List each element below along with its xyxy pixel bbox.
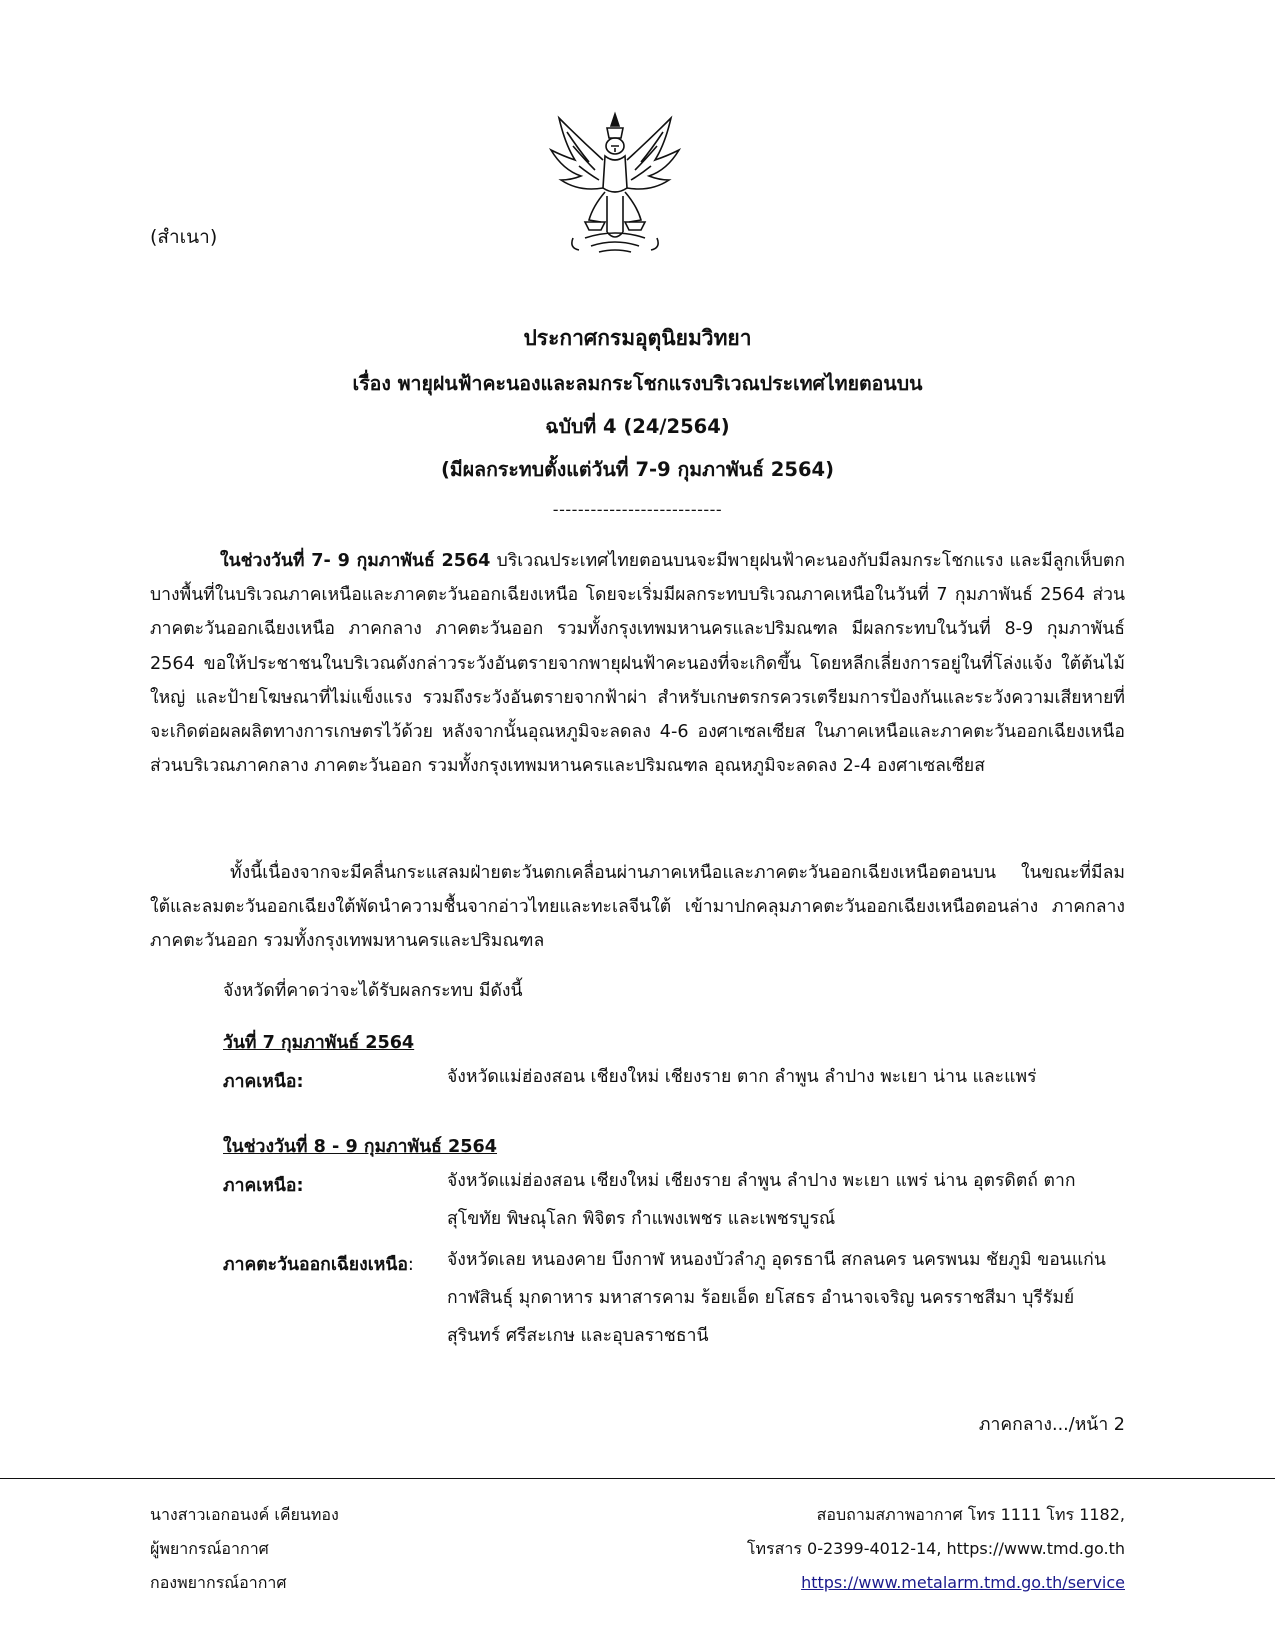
announcement-subject: เรื่อง พายุฝนฟ้าคะนองและลมกระโชกแรงบริเวณประเทศไทยตอนบน	[352, 372, 923, 395]
region-label	[223, 1067, 304, 1095]
author-name: นางสาวเอกอนงค์ เคียนทอง	[150, 1505, 339, 1524]
region-provinces: จังหวัดแม่ฮ่องสอน เชียงใหม่ เชียงราย ลำพูน ลำปาง พะเยา แพร่ น่าน อุตรดิตถ์ ตาก สุโขทัย พิษณุโลก พิจิตร กำแพงเพชร และเพชรบูรณ์	[447, 1171, 1076, 1229]
footer-contact-block	[747, 1498, 1125, 1600]
footer-divider	[0, 1478, 1275, 1479]
region-label-text: ภาคเหนือ	[223, 1176, 297, 1196]
metalarm-service-link[interactable]: https://www.metalarm.tmd.go.th/service	[801, 1573, 1125, 1592]
region-provinces: จังหวัดแม่ฮ่องสอน เชียงใหม่ เชียงราย ตาก ลำพูน ลำปาง พะเยา น่าน และแพร่	[447, 1067, 1037, 1087]
region-label	[223, 1171, 304, 1199]
region-label-text: ภาคตะวันออกเฉียงเหนือ	[223, 1255, 408, 1275]
copy-mark: (สำเนา)	[150, 226, 218, 248]
region-label-colon: :	[296, 1176, 304, 1196]
section-date-heading: ในช่วงวันที่ 8 - 9 กุมภาพันธ์ 2564	[223, 1137, 498, 1157]
author-division: กองพยากรณ์อากาศ	[150, 1573, 287, 1592]
region-label-colon: :	[296, 1072, 304, 1092]
body-paragraph-1	[150, 544, 1125, 783]
region-label	[223, 1250, 414, 1278]
announcement-agency: ประกาศกรมอุตุนิยมวิทยา	[523, 326, 752, 350]
region-label-text: ภาคเหนือ	[223, 1072, 297, 1092]
contact-phone: สอบถามสภาพอากาศ โทร 1111 โทร 1182,	[816, 1505, 1125, 1524]
body-paragraph-2: ทั้งนี้เนื่องจากจะมีคลื่นกระแสลมฝ่ายตะวันตกเคลื่อนผ่านภาคเหนือและภาคตะวันออกเฉียงเหนือตอนบน ในขณะที่มีลมใต้และลมตะวันออกเฉียงใต้พัดนำความชื้นจากอ่าวไทยและทะเลจีนใต้ เข้ามาปกคลุมภาคตะวันออกเฉียงเหนือตอนล่าง ภาคกลาง ภาคตะวันออก รวมทั้งกรุงเทพมหานครและปริมณฑล	[150, 863, 1125, 952]
section-date-heading: วันที่ 7 กุมภาพันธ์ 2564	[223, 1033, 415, 1053]
body-paragraph-1-lead: ในช่วงวันที่ 7- 9 กุมภาพันธ์ 2564	[220, 551, 491, 571]
contact-fax-web: โทรสาร 0-2399-4012-14, https://www.tmd.go.th	[746, 1539, 1125, 1558]
affected-provinces-intro: จังหวัดที่คาดว่าจะได้รับผลกระทบ มีดังนี้	[223, 981, 523, 1001]
author-position: ผู้พยากรณ์อากาศ	[150, 1539, 269, 1558]
region-label-colon: :	[407, 1255, 414, 1275]
announcement-effective-period: (มีผลกระทบตั้งแต่วันที่ 7-9 กุมภาพันธ์ 2564)	[440, 458, 834, 481]
region-provinces: จังหวัดเลย หนองคาย บึงกาฬ หนองบัวลำภู อุดรธานี สกลนคร นครพนม ชัยภูมิ ขอนแก่น กาฬสินธุ์ มุกดาหาร มหาสารคาม ร้อยเอ็ด ยโสธร อำนาจเจริญ นครราชสีมา บุรีรัมย์ สุรินทร์ ศรีสะเกษ และอุบลราชธานี	[447, 1250, 1106, 1346]
garuda-emblem	[545, 110, 685, 260]
next-page-note: ภาคกลาง.../หน้า 2	[978, 1415, 1125, 1435]
body-paragraph-1-text: บริเวณประเทศไทยตอนบนจะมีพายุฝนฟ้าคะนองกับมีลมกระโชกแรง และมีลูกเห็บตกบางพื้นที่ในบริเวณภาคเหนือและภาคตะวันออกเฉียงเหนือ โดยจะเริ่มมีผลกระทบบริเวณภาคเหนือในวันที่ 7 กุมภาพันธ์ 2564 ส่วนภาคตะวันออกเฉียงเหนือ ภาคกลาง ภาคตะวันออก รวมทั้งกรุงเทพมหานครและปริมณฑล มีผลกระทบในวันที่ 8-9 กุมภาพันธ์ 2564 ขอให้ประชาชนในบริเวณดังกล่าวระวังอันตรายจากพายุฝนฟ้าคะนองที่จะเกิดขึ้น โดยหลีกเลี่ยงการอยู่ในที่โล่งแจ้ง ใต้ต้นไม้ใหญ่ และป้ายโฆษณาที่ไม่แข็งแรง รวมถึงระวังอันตรายจากฟ้าผ่า สำหรับเกษตรกรควรเตรียมการป้องกันและระวังความเสียหายที่จะเกิดต่อผลผลิตทางการเกษตรไว้ด้วย หลังจากนั้นอุณหภูมิจะลดลง 4-6 องศาเซลเซียส ในภาคเหนือและภาคตะวันออกเฉียงเหนือ ส่วนบริเวณภาคกลาง ภาคตะวันออก รวมทั้งกรุงเทพมหานครและปริมณฑล อุณหภูมิจะลดลง 2-4 องศาเซลเซียส	[150, 551, 1125, 777]
footer-author-block	[150, 1498, 339, 1600]
separator: ---------------------------	[552, 500, 723, 519]
announcement-number: ฉบับที่ 4 (24/2564)	[545, 415, 730, 438]
